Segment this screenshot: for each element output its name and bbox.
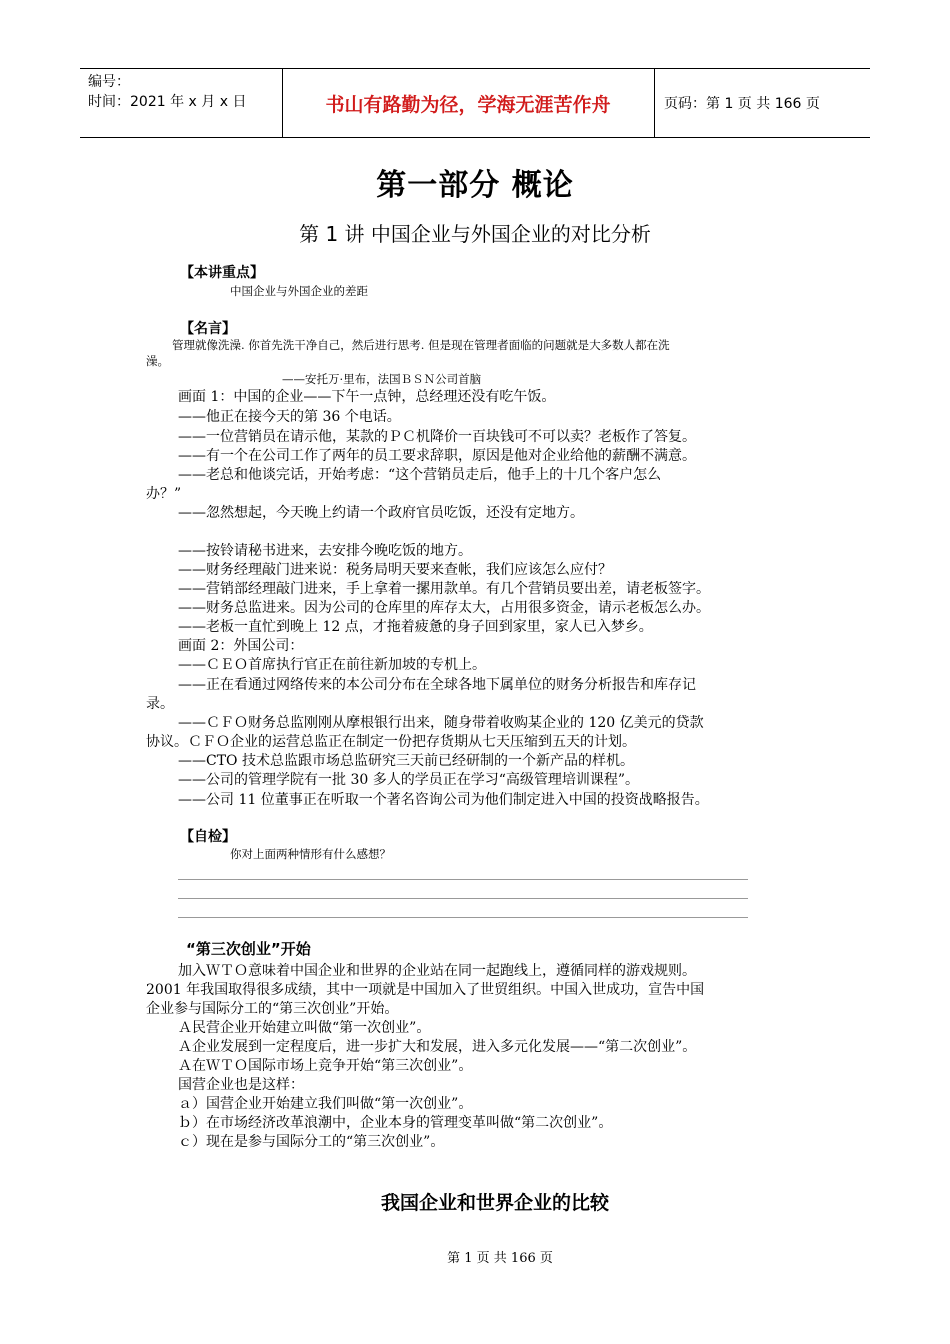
third-venture-heading: “第三次创业”开始 [186,940,311,958]
scene1-line: 办？” [146,486,182,502]
third-venture-line: 企业参与国际分工的“第三次创业”开始。 [146,1001,399,1017]
third-venture-line: ｂ）在市场经济改革浪潮中，企业本身的管理变革叫做“第二次创业”。 [178,1115,613,1131]
scene1-line: ——财务总监进来。因为公司的仓库里的库存太大，占用很多资金，请示老板怎么办。 [178,600,710,616]
header-page-number: 页码：第 1 页 共 166 页 [664,96,820,112]
third-venture-line: Ａ企业发展到一定程度后，进一步扩大和发展，进入多元化发展——“第二次创业”。 [178,1039,697,1055]
third-venture-line: ａ）国营企业开始建立我们叫做“第一次创业”。 [178,1096,473,1112]
scene2-line: 录。 [146,696,174,712]
header-divider [654,69,655,137]
comparison-section-title: 我国企业和世界企业的比较 [380,1192,609,1214]
header-meta [88,72,246,112]
part-title: 第一部分 概论 [376,168,574,203]
scene1-line: 画面 1：中国的企业——下午一点钟，总经理还没有吃午饭。 [178,389,556,405]
quote-author: ——安托万·里布，法国ＢＳＮ公司首脑 [282,372,482,386]
lecture-title: 第 1 讲 中国企业与外国企业的对比分析 [299,222,651,246]
header-serial: 编号： [88,74,130,90]
page-footer: 第 1 页 共 166 页 [447,1251,553,1266]
scene1-line: ——按铃请秘书进来，去安排今晚吃饭的地方。 [178,543,472,559]
scene1-line: ——老板一直忙到晚上 12 点，才拖着疲惫的身子回到家里，家人已入梦乡。 [178,619,653,635]
scene2-line: ——CTO 技术总监跟市场总监研究三天前已经研制的一个新产品的样机。 [178,753,634,769]
third-venture-line: Ａ民营企业开始建立叫做“第一次创业”。 [178,1020,431,1036]
scene2-line: ——公司 11 位董事正在听取一个著名咨询公司为他们制定进入中国的投资战略报告。 [178,792,709,808]
scene1-line: ——营销部经理敲门进来，手上拿着一摞用款单。有几个营销员要出差，请老板签字。 [178,581,710,597]
self-check-question: 你对上面两种情形有什么感想？ [230,847,391,861]
page-header-table [80,68,870,138]
scene2-line: ——公司的管理学院有一批 30 多人的学员正在学习“高级管理培训课程”。 [178,772,640,788]
scene1-line: ——有一个在公司工作了两年的员工要求辞职，原因是他对企业给他的薪酬不满意。 [178,448,696,464]
third-venture-line: Ａ在ＷＴＯ国际市场上竞争开始“第三次创业”。 [178,1058,473,1074]
scene2-line: ——ＣＥＯ首席执行官正在前往新加坡的专机上。 [178,657,486,673]
scene2-line: 画面 2：外国公司： [178,638,304,654]
scene2-line: ——正在看通过网络传来的本公司分布在全球各地下属单位的财务分析报告和库存记 [178,677,696,693]
third-venture-line: ｃ）现在是参与国际分工的“第三次创业”。 [178,1134,445,1150]
scene1-line: ——他正在接今天的第 36 个电话。 [178,409,401,425]
scene2-line: 协议。ＣＦＯ企业的运营总监正在制定一份把存货期从七天压缩到五天的计划。 [146,734,636,750]
self-check-heading: 【自检】 [180,829,236,845]
scene2-line: ——ＣＦＯ财务总监刚刚从摩根银行出来，随身带着收购某企业的 120 亿美元的贷款 [178,715,704,731]
header-motto: 书山有路勤为径，学海无涯苦作舟 [325,93,611,116]
quote-line: 管理就像洗澡. 你首先洗干净自己，然后进行思考. 但是现在管理者面临的问题就是大多数人都在洗 [172,338,670,352]
answer-line [178,917,748,918]
scene1-line: ——老总和他谈完话，开始考虑：“这个营销员走后，他手上的十几个客户怎么 [178,467,662,483]
quote-heading: 【名言】 [180,321,236,337]
scene1-line: ——一位营销员在请示他，某款的ＰＣ机降价一百块钱可不可以卖？老板作了答复。 [178,429,696,445]
quote-line: 澡。 [146,354,169,368]
header-time: 时间：2021 年 x 月 x 日 [88,94,247,110]
third-venture-line: 国营企业也是这样： [178,1077,304,1093]
answer-line [178,879,748,880]
key-points-heading: 【本讲重点】 [180,265,264,281]
scene1-line: ——财务经理敲门进来说：税务局明天要来查帐，我们应该怎么应付？ [178,562,612,578]
third-venture-line: 加入ＷＴＯ意味着中国企业和世界的企业站在同一起跑线上，遵循同样的游戏规则。 [178,963,696,979]
answer-line [178,898,748,899]
scene1-line: ——忽然想起，今天晚上约请一个政府官员吃饭，还没有定地方。 [178,505,584,521]
key-points-text: 中国企业与外国企业的差距 [230,284,368,298]
third-venture-line: 2001 年我国取得很多成绩，其中一项就是中国加入了世贸组织。中国入世成功，宣告中国 [146,982,705,998]
